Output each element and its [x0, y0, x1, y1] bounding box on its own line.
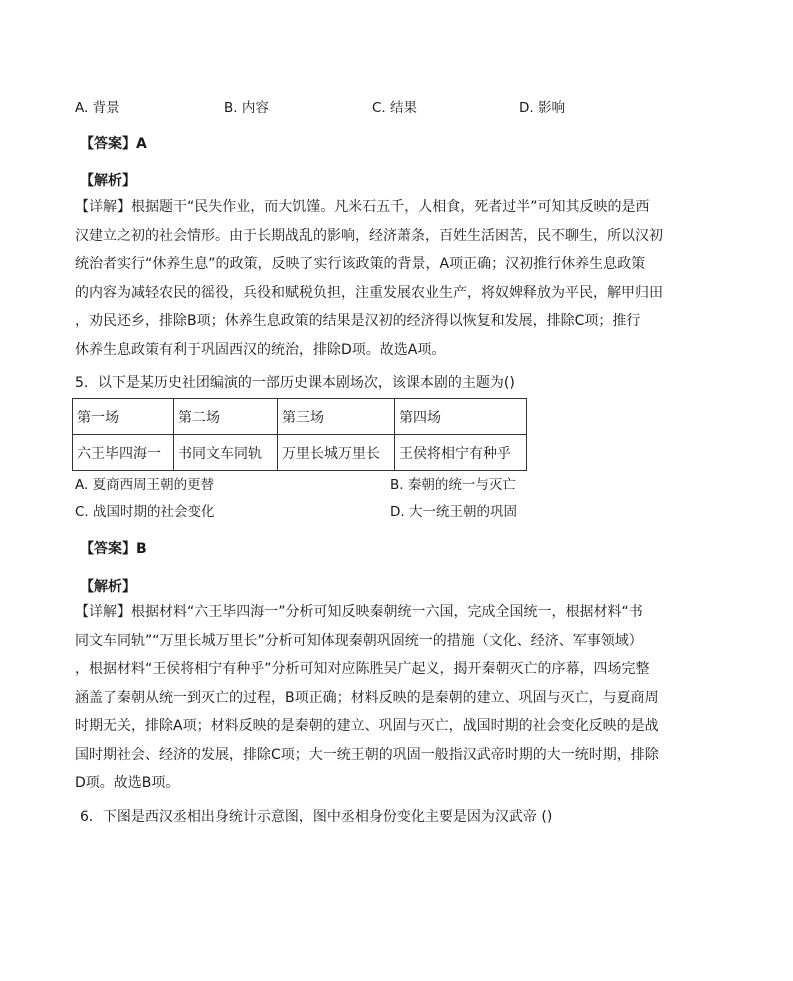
- q5-explanation-line: D项。故选B项。: [75, 775, 180, 791]
- q4-explanation-line: 汉建立之初的社会情形。由于长期战乱的影响，经济萧条，百姓生活困苦，民不聊生，所以汉初: [75, 227, 663, 244]
- q5-option-b: B. 秦朝的统一与灭亡: [390, 477, 516, 493]
- q4-answer: 【答案】A: [80, 136, 147, 152]
- q4-option-d: D. 影响: [519, 100, 565, 116]
- q5-analysis-label: 【解析】: [80, 579, 136, 595]
- q4-option-b: B. 内容: [224, 100, 269, 116]
- q4-explanation-line: 【详解】根据题干“民失作业，而大饥馑。凡米石五千，人相食，死者过半”可知其反映的是西: [75, 199, 650, 215]
- q4-explanation-line: 统治者实行“休养生息”的政策，反映了实行该政策的背景，A项正确；汉初推行休养生息政策: [75, 256, 646, 272]
- table-cell: 书同文车同轨: [174, 435, 278, 471]
- table-cell: 六王毕四海一: [73, 435, 174, 471]
- q5-explanation-line: 【详解】根据材料“六王毕四海一”分析可知反映秦朝统一六国，完成全国统一，根据材料“书: [75, 604, 643, 620]
- q5-explanation: [75, 598, 675, 798]
- q4-explanation-line: 的内容为减轻农民的徭役，兵役和赋税负担，注重发展农业生产，将奴婢释放为平民，解甲归田: [75, 284, 663, 301]
- q5-explanation-line: 国时期社会、经济的发展，排除C项；大一统王朝的巩固一般指汉武帝时期的大一统时期，排除: [75, 746, 659, 763]
- q5-option-c: C. 战国时期的社会变化: [75, 504, 215, 520]
- table-header-cell: 第一场: [73, 399, 174, 435]
- q5-explanation-line: 同文车同轨”“万里长城万里长”分析可知体现秦朝巩固统一的措施（文化、经济、军事领域）: [75, 632, 643, 649]
- table-header-row: [73, 399, 527, 435]
- table-header-cell: 第二场: [174, 399, 278, 435]
- q5-explanation-line: 涵盖了秦朝从统一到灭亡的过程，B项正确；材料反映的是秦朝的建立、巩固与灭亡，与夏商周: [75, 689, 659, 706]
- q5-explanation-line: 时期无关，排除A项；材料反映的是秦朝的建立、巩固与灭亡，战国时期的社会变化反映的是战: [75, 718, 659, 734]
- q5-question: 5．以下是某历史社团编演的一部历史课本剧场次，该课本剧的主题为(): [75, 375, 515, 391]
- q4-option-c: C. 结果: [372, 100, 418, 116]
- q5-option-d: D. 大一统王朝的巩固: [390, 504, 517, 520]
- table-row: [73, 435, 527, 471]
- q5-scene-table: [72, 398, 527, 471]
- q4-explanation: [75, 193, 675, 364]
- table-header-cell: 第三场: [278, 399, 395, 435]
- q6-question: 6．下图是西汉丞相出身统计示意图，图中丞相身份变化主要是因为汉武帝 (): [80, 809, 553, 825]
- q4-explanation-line: ，劝民还乡，排除B项；休养生息政策的结果是汉初的经济得以恢复和发展，排除C项；推行: [75, 313, 641, 329]
- q4-option-a: A. 背景: [75, 100, 120, 116]
- table-header-cell: 第四场: [395, 399, 527, 435]
- q4-analysis-label: 【解析】: [80, 173, 136, 189]
- q5-answer: 【答案】B: [80, 541, 147, 557]
- q5-explanation-line: ，根据材料“王侯将相宁有种乎”分析可知对应陈胜吴广起义，揭开秦朝灭亡的序幕，四场完整: [75, 661, 650, 677]
- table-cell: 万里长城万里长: [278, 435, 395, 471]
- q4-explanation-line: 休养生息政策有利于巩固西汉的统治，排除D项。故选A项。: [75, 341, 446, 358]
- table-cell: 王侯将相宁有种乎: [395, 435, 527, 471]
- q5-option-a: A. 夏商西周王朝的更替: [75, 477, 215, 493]
